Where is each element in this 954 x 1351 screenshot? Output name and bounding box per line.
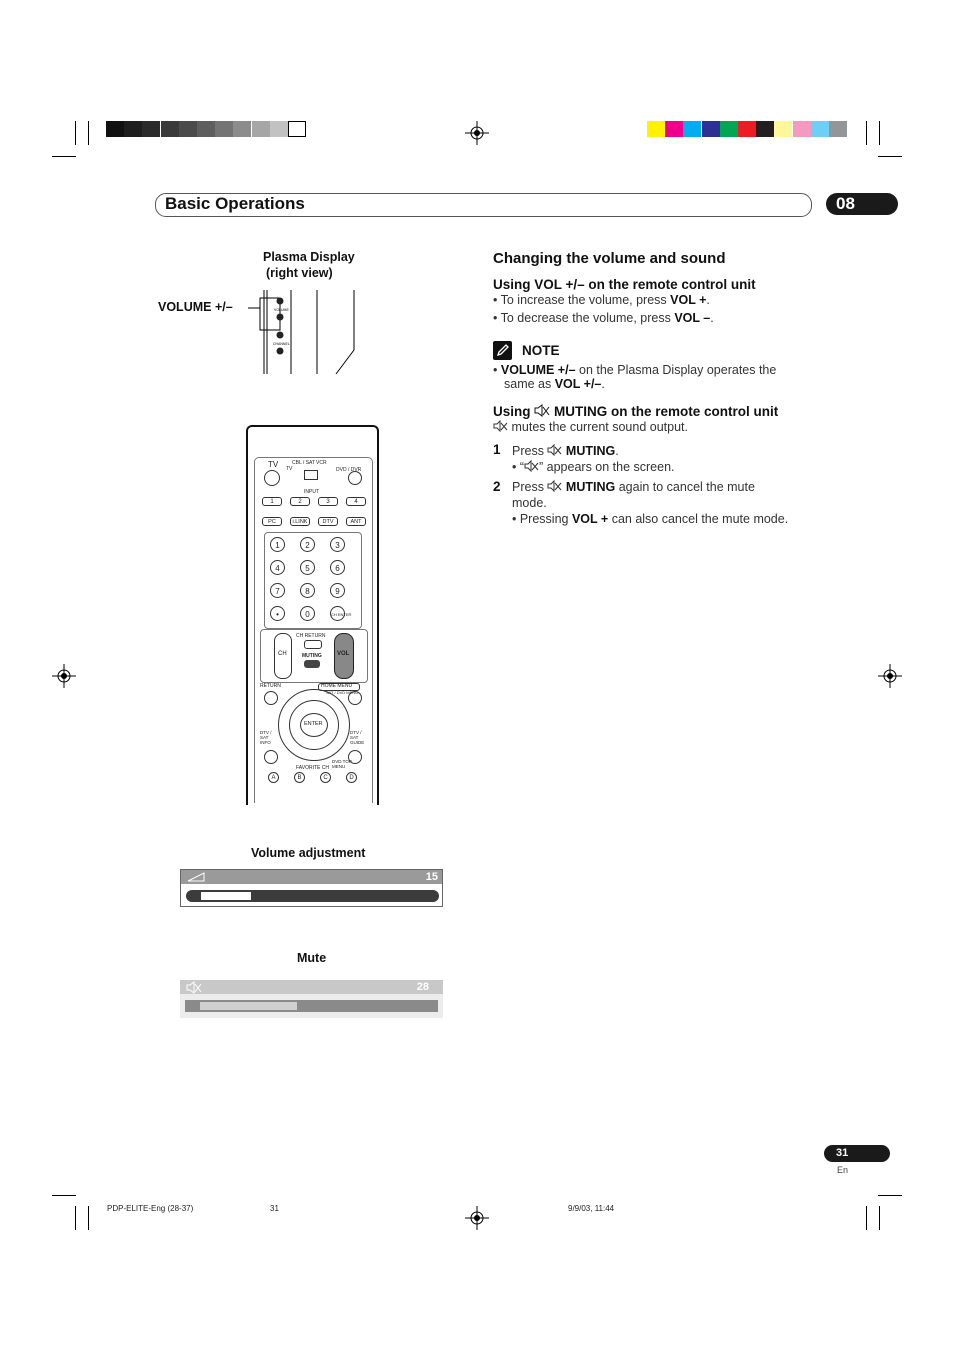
color-key-button[interactable]: B — [294, 772, 305, 783]
ch-label: CH — [278, 651, 287, 657]
crop-mark — [878, 156, 902, 157]
volume-osd — [180, 869, 443, 907]
step-2-text-cont: mode. — [512, 496, 547, 510]
color-swatch — [774, 121, 792, 137]
vol-label: VOL — [337, 651, 350, 657]
dvd-top-menu-label: DVD TOP MENU — [332, 759, 352, 769]
gray-swatch — [142, 121, 160, 137]
registration-target-icon — [52, 664, 76, 688]
gray-swatch — [124, 121, 142, 137]
decrease-volume-line: • To decrease the volume, press VOL –. — [493, 311, 714, 325]
gray-swatch — [179, 121, 197, 137]
gray-swatch — [161, 121, 179, 137]
gray-swatch — [233, 121, 251, 137]
mute-volume-track — [185, 1000, 438, 1012]
mode-label: CBL / SAT — [292, 460, 316, 466]
input-label: INPUT — [304, 489, 319, 495]
crop-mark — [866, 121, 867, 145]
source-button[interactable]: i.LINK — [290, 517, 310, 526]
numpad-button[interactable]: 8 — [300, 583, 315, 598]
subheading-vol: Using VOL +/– on the remote control unit — [493, 277, 756, 292]
crop-mark — [879, 1206, 880, 1230]
mode-label: VCR — [316, 460, 327, 466]
numpad-button[interactable]: 0 — [300, 606, 315, 621]
numpad — [270, 537, 356, 627]
mode-label: DVD / DVR — [336, 467, 362, 473]
color-swatch — [720, 121, 738, 137]
crop-mark — [75, 121, 76, 145]
chapter-number-badge: 08 — [826, 193, 898, 215]
color-swatch — [702, 121, 720, 137]
muting-button[interactable] — [304, 660, 320, 668]
numpad-button[interactable]: 2 — [300, 537, 315, 552]
mute-speaker-icon — [186, 981, 202, 994]
numpad-button[interactable]: CH ENTER — [330, 606, 345, 621]
step-2-text: Press MUTING again to cancel the mute — [512, 480, 755, 494]
step-2-sub: • Pressing VOL + can also cancel the mute mode. — [512, 512, 789, 526]
color-key-button[interactable]: D — [346, 772, 357, 783]
numpad-button[interactable]: 6 — [330, 560, 345, 575]
mute-volume-value: 28 — [416, 981, 429, 993]
registration-target-icon — [465, 1206, 489, 1230]
numpad-button[interactable]: 9 — [330, 583, 345, 598]
step-1-text: Press MUTING. — [512, 444, 619, 458]
step-2-number: 2 — [493, 479, 501, 494]
numpad-button[interactable]: 5 — [300, 560, 315, 575]
mute-volume-level-fill — [200, 1002, 297, 1010]
gray-swatch — [270, 121, 288, 137]
favorite-ch-label: FAVORITE CH — [296, 765, 329, 771]
info-button[interactable] — [264, 750, 278, 764]
registration-target-icon — [465, 121, 489, 145]
dtv-info-label: DTV / SAT INFO — [260, 730, 272, 745]
display-figure-title: Plasma Display — [263, 250, 355, 264]
volume-osd-caption: Volume adjustment — [251, 846, 366, 860]
note-line-2: same as VOL +/–. — [504, 377, 605, 391]
color-swatch — [738, 121, 756, 137]
page-number-badge — [824, 1145, 890, 1162]
sat-dvd-menu-label: SAT / DVD MENU — [326, 690, 359, 695]
volume-callout-label: VOLUME +/– — [158, 300, 233, 314]
input-button[interactable]: 1 — [262, 497, 282, 506]
mute-icon — [547, 444, 562, 456]
color-key-button[interactable]: C — [320, 772, 331, 783]
source-button[interactable]: PC — [262, 517, 282, 526]
mode-selector-switch[interactable] — [304, 470, 318, 480]
source-buttons-row — [262, 517, 368, 527]
display-figure-subtitle: (right view) — [266, 266, 333, 280]
mute-description: mutes the current sound output. — [493, 419, 688, 435]
remote-control-illustration — [246, 425, 379, 805]
increase-volume-line: • To increase the volume, press VOL +. — [493, 293, 710, 307]
crop-mark — [878, 1195, 902, 1196]
dtv-guide-label: DTV / SAT GUIDE — [350, 730, 365, 745]
section-heading: Changing the volume and sound — [493, 250, 726, 267]
color-swatch — [647, 121, 665, 137]
volume-level-fill — [201, 892, 251, 900]
menu-button[interactable] — [348, 691, 362, 705]
mute-icon — [524, 460, 539, 472]
note-pencil-icon — [493, 341, 512, 360]
mute-icon — [534, 404, 550, 417]
volume-value: 15 — [425, 871, 438, 883]
numpad-button[interactable]: 1 — [270, 537, 285, 552]
gray-swatch — [197, 121, 215, 137]
volume-track — [186, 890, 439, 902]
mute-icon — [493, 420, 508, 432]
crop-mark — [866, 1206, 867, 1230]
home-menu-label: HOME MENU — [321, 683, 353, 689]
volume-ramp-icon — [187, 872, 205, 882]
step-1-number: 1 — [493, 442, 501, 457]
crop-mark — [88, 1206, 89, 1230]
mode-label: TV — [286, 466, 293, 472]
ch-return-label: CH RETURN — [296, 633, 326, 639]
mute-icon — [547, 480, 562, 492]
tiny-volume-label: VOLUME — [274, 308, 289, 312]
source-button[interactable]: ANT — [346, 517, 366, 526]
input-button[interactable]: 4 — [346, 497, 366, 506]
gray-swatch — [106, 121, 124, 137]
gray-swatch — [215, 121, 233, 137]
tv-label: TV — [268, 460, 279, 469]
input-button[interactable]: 2 — [290, 497, 310, 506]
subheading-muting: Using MUTING on the remote control unit — [493, 404, 779, 419]
ch-return-button[interactable] — [304, 640, 322, 649]
gray-swatch — [288, 121, 306, 137]
color-swatch — [793, 121, 811, 137]
abcd-buttons-row — [268, 772, 364, 784]
numpad-button[interactable]: 4 — [270, 560, 285, 575]
light-button[interactable] — [348, 471, 362, 485]
color-swatch — [756, 121, 774, 137]
numpad-button[interactable]: 7 — [270, 583, 285, 598]
crop-mark — [88, 121, 89, 145]
note-title: NOTE — [522, 343, 560, 358]
page-number: 31 — [836, 1147, 849, 1159]
color-swatch — [665, 121, 683, 137]
numpad-button[interactable]: 3 — [330, 537, 345, 552]
page-language: En — [837, 1165, 849, 1175]
return-label: RETURN — [260, 683, 281, 689]
mute-osd-caption: Mute — [297, 951, 327, 965]
tv-power-button[interactable] — [264, 470, 280, 486]
footer-filename: PDP-ELITE-Eng (28-37) — [107, 1204, 194, 1213]
crop-mark — [52, 1195, 76, 1196]
step-1-sub: • “ ” appears on the screen. — [512, 460, 675, 474]
footer-page: 31 — [270, 1204, 279, 1213]
tiny-channel-label: CHANNEL — [273, 342, 290, 346]
mute-osd — [180, 980, 443, 1018]
footer-date: 9/9/03, 11:44 — [568, 1204, 615, 1213]
crop-mark — [75, 1206, 76, 1230]
section-title: Basic Operations — [165, 194, 305, 213]
return-button[interactable] — [264, 691, 278, 705]
color-swatch — [683, 121, 701, 137]
crop-mark — [52, 156, 76, 157]
crop-mark — [879, 121, 880, 145]
muting-label: MUTING — [302, 653, 322, 659]
source-button[interactable]: DTV — [318, 517, 338, 526]
gray-swatch — [252, 121, 270, 137]
enter-label: ENTER — [304, 721, 323, 727]
color-swatch — [829, 121, 847, 137]
color-swatch — [811, 121, 829, 137]
registration-target-icon — [878, 664, 902, 688]
plasma-display-side-illustration — [240, 290, 370, 376]
input-button[interactable]: 3 — [318, 497, 338, 506]
color-key-button[interactable]: A — [268, 772, 279, 783]
input-buttons-row — [262, 497, 368, 507]
numpad-button[interactable]: • — [270, 606, 285, 621]
note-line-1: • VOLUME +/– on the Plasma Display operates the — [493, 363, 777, 377]
